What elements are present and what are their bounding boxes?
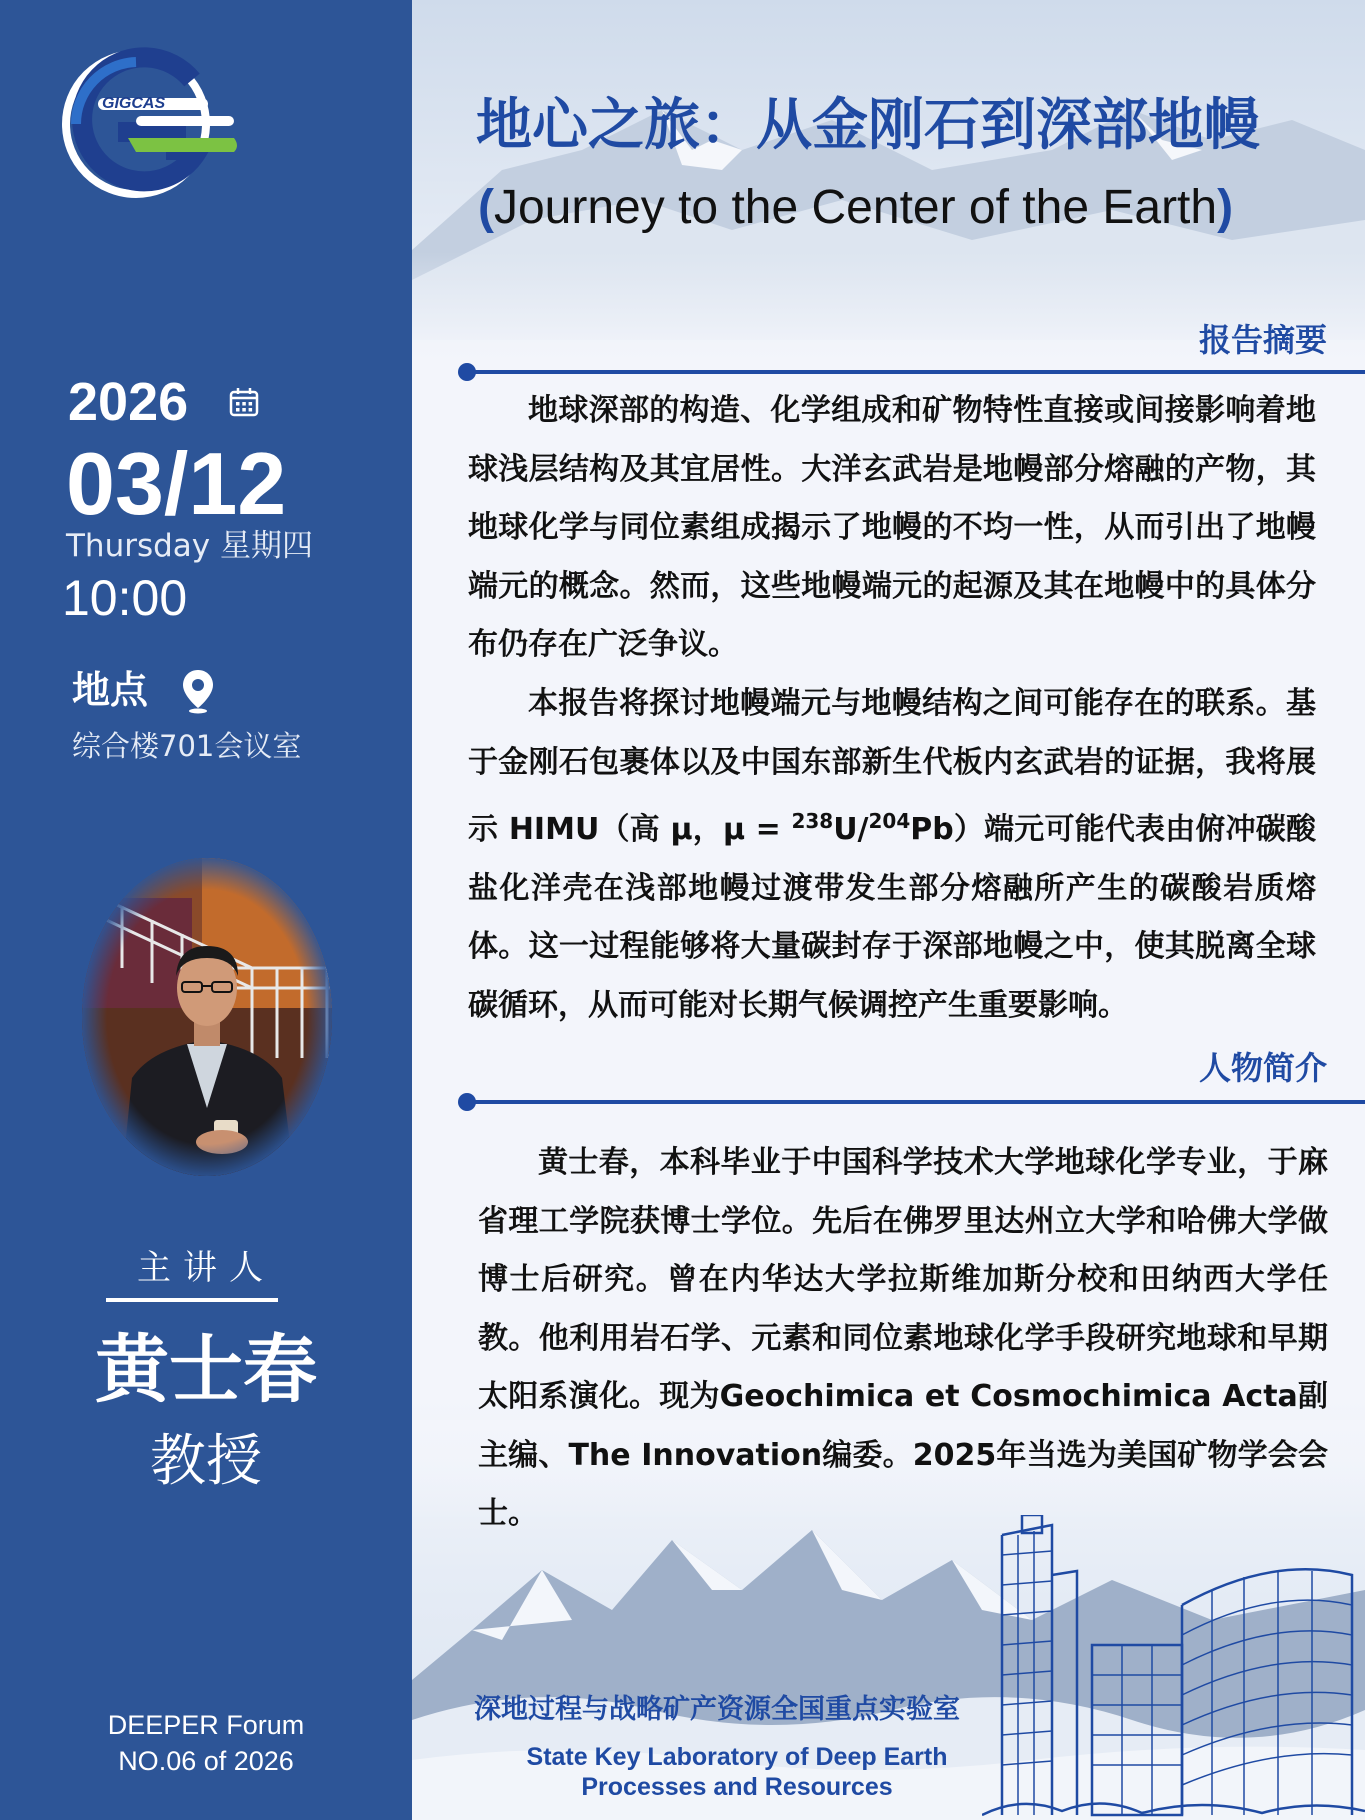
speaker-role-label: 主讲人	[137, 1248, 275, 1288]
speaker-title: 教授	[150, 1429, 262, 1494]
gigcas-logo	[58, 32, 240, 204]
sidebar	[0, 0, 412, 1820]
abstract-divider-dot	[458, 363, 476, 381]
bio-heading: 人物简介	[1198, 1049, 1327, 1087]
isotope-sup-204: 204	[868, 809, 911, 833]
abstract-heading: 报告摘要	[1198, 321, 1327, 359]
lab-name-en-line1: State Key Laboratory of Deep Earth	[526, 1743, 948, 1771]
speaker-name: 黄士春	[95, 1327, 317, 1413]
abstract-paragraph-1: 地球深部的构造、化学组成和矿物特性直接或间接影响着地球浅层结构及其宜居性。大洋玄武岩是地幔部分熔融的产物，其地球化学与同位素组成揭示了地幔的不均一性，从而引出了地幔端元的概念。然而，这些地幔端元的起源及其在地幔中的具体分布仍存在广泛争议。	[468, 393, 1316, 662]
lab-name-en-line2: Processes and Resources	[581, 1773, 893, 1801]
abstract-p2-part-c: Pb）端元可能代表由俯冲碳酸盐化洋壳在浅部地幔过渡带发生部分熔融所产生的碳酸岩质熔体。这一过程能够将大量碳封存于深部地幔之中，使其脱离全球碳循环，从而可能对长期气候调控产生重要影响。	[468, 812, 1316, 1023]
logo-text: GIGCAS	[102, 95, 166, 112]
talk-title-en-text: Journey to the Center of the Earth	[493, 181, 1218, 234]
title-paren-open: (	[478, 181, 494, 234]
talk-title-cn: 地心之旅：从金刚石到深部地幔	[476, 93, 1260, 158]
forum-number: NO.06 of 2026	[118, 1746, 294, 1776]
title-paren-close: )	[1217, 181, 1234, 234]
event-date: 03/12	[66, 434, 287, 533]
location-value: 综合楼701会议室	[72, 729, 302, 763]
speaker-divider	[106, 1298, 278, 1302]
event-weekday: Thursday 星期四	[66, 528, 314, 564]
institute-building-illustration	[982, 1515, 1365, 1820]
bio-divider	[466, 1100, 1365, 1104]
abstract-divider	[466, 370, 1365, 374]
bio-divider-dot	[458, 1093, 476, 1111]
speaker-photo	[82, 858, 332, 1176]
calendar-icon	[228, 386, 260, 418]
event-time: 10:00	[62, 570, 188, 626]
abstract-paragraph-2	[468, 675, 1316, 1035]
isotope-sup-238: 238	[791, 809, 834, 833]
bio-paragraph: 黄士春，本科毕业于中国科学技术大学地球化学专业，于麻省理工学院获博士学位。先后在佛罗里达州立大学和哈佛大学做博士后研究。曾在内华达大学拉斯维加斯分校和田纳西大学任教。他利用岩石学、元素和同位素地球化学手段研究地球和早期太阳系演化。现为Geochimica et Cosmochimica Acta副主编、The Innovation编委。2025年当选为美国矿物学会会士。	[478, 1145, 1328, 1531]
lab-name-cn: 深地过程与战略矿产资源全国重点实验室	[474, 1694, 960, 1725]
forum-name: DEEPER Forum	[107, 1710, 305, 1740]
talk-title-en	[478, 176, 1233, 240]
date-year: 2026	[68, 372, 189, 432]
abstract-p2-part-b: U/	[833, 812, 869, 847]
location-pin-icon	[180, 668, 216, 714]
location-label: 地点	[72, 668, 149, 712]
abstract-p2-part-a: 本报告将探讨地幔端元与地幔结构之间可能存在的联系。基于金刚石包裹体以及中国东部新生代板内玄武岩的证据，我将展示 HIMU（高 μ，μ =	[468, 686, 1316, 847]
